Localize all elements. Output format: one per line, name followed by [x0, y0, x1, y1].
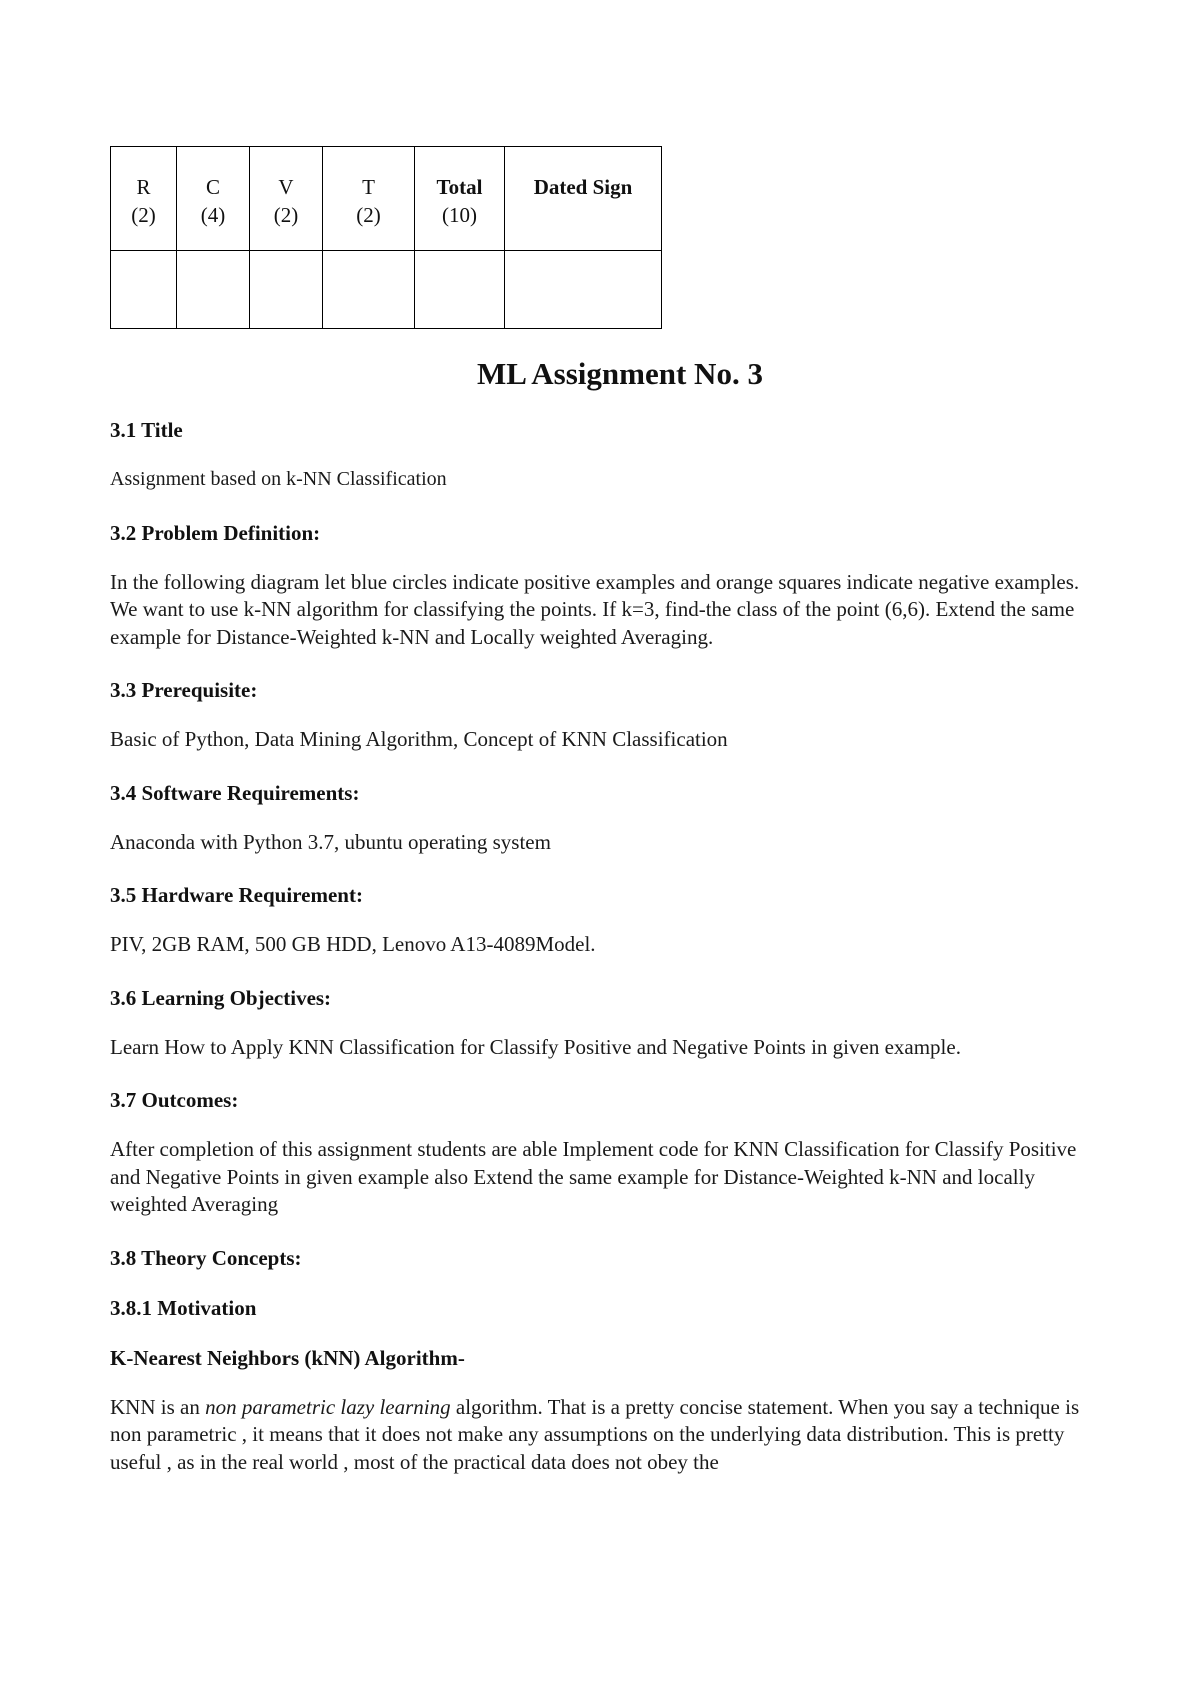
marks-table [110, 146, 662, 329]
section-3-3-text: Basic of Python, Data Mining Algorithm, Concept of KNN Classification [110, 727, 728, 751]
marks-table-entry-row [111, 251, 662, 329]
section-3-4-heading: 3.4 Software Requirements: [110, 780, 360, 805]
knn-text: KNN is an non parametric lazy learning algorithm. That is a pretty concise statement. When you say a technique is non parametric , it means that it does not make any assumptions on the underlying data distribution. This is pretty useful , as in the real world , most of the practical data does not obey the [110, 1394, 1080, 1474]
knn-text-emphasis: non parametric lazy learning [205, 1394, 451, 1419]
section-3-7-text: After completion of this assignment students are able Implement code for KNN Classification for Classify Positive and Negative Points in given example also Extend the same example for Distance-Weighted k-NN and locally weighted Averaging [110, 1137, 1077, 1216]
marks-cell-t [323, 251, 415, 329]
marks-cell-dated-sign [505, 251, 662, 329]
section-3-2-heading: 3.2 Problem Definition: [110, 520, 321, 545]
marks-header-v: V (2) [250, 147, 323, 251]
section-3-5-text: PIV, 2GB RAM, 500 GB HDD, Lenovo A13-4089Model. [110, 932, 596, 956]
section-3-1-text: Assignment based on k-NN Classification [110, 468, 447, 490]
section-3-5-heading: 3.5 Hardware Requirement: [110, 883, 363, 907]
marks-header-total: Total (10) [415, 147, 505, 251]
section-3-2-text: In the following diagram let blue circles indicate positive examples and orange squares indicate negative examples. We want to use k-NN algorithm for classifying the points. If k=3, find-the class of the point (6,6). Extend the same example for Distance-Weighted k-NN and Locally weighted Averaging. [110, 569, 1080, 649]
marks-table-header-row [111, 147, 662, 251]
marks-header-r: R (2) [111, 147, 177, 251]
marks-cell-c [177, 251, 250, 329]
section-3-7-heading: 3.7 Outcomes: [110, 1088, 239, 1112]
marks-cell-v [250, 251, 323, 329]
section-3-6-heading: 3.6 Learning Objectives: [110, 985, 332, 1010]
marks-cell-r [111, 251, 177, 329]
page-title: ML Assignment No. 3 [477, 356, 763, 391]
section-3-3-heading: 3.3 Prerequisite: [110, 678, 258, 702]
marks-header-dated-sign: Dated Sign [505, 147, 662, 251]
document-body [110, 416, 1110, 1476]
marks-header-c: C (4) [177, 147, 250, 251]
section-3-8-1-heading: 3.8.1 Motivation [110, 1295, 257, 1320]
knn-heading: K-Nearest Neighbors (kNN) Algorithm- [110, 1345, 465, 1370]
section-3-4-text: Anaconda with Python 3.7, ubuntu operating system [110, 829, 551, 854]
section-3-8-heading: 3.8 Theory Concepts: [110, 1245, 302, 1270]
section-3-6-text: Learn How to Apply KNN Classification for Classify Positive and Negative Points in given example. [110, 1034, 961, 1059]
marks-header-t: T (2) [323, 147, 415, 251]
section-3-1-heading: 3.1 Title [110, 418, 183, 442]
marks-cell-total [415, 251, 505, 329]
